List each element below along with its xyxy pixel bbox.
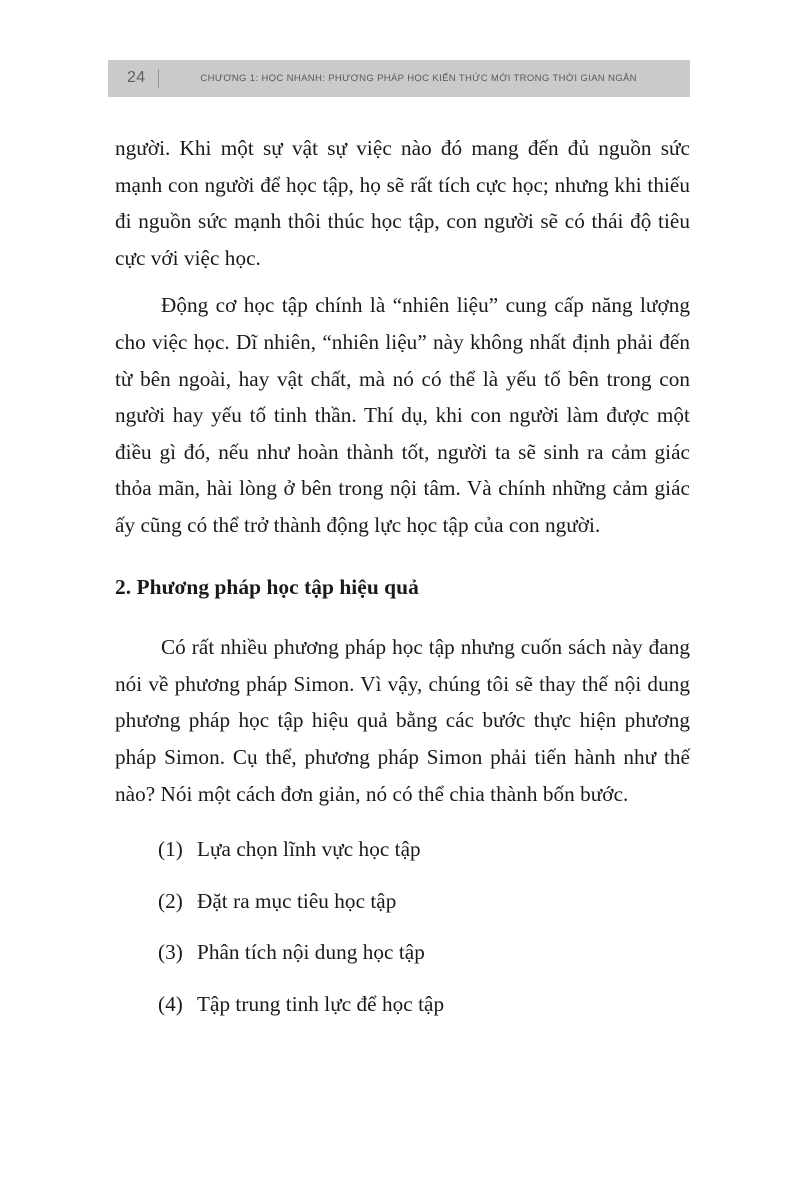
paragraph-2: Động cơ học tập chính là “nhiên liệu” cung cấp năng lượng cho việc học. Dĩ nhiên, “nhiên liệu” này không nhất định phải đến từ bên ngoài, hay vật chất, mà nó có thể là yếu tố bên trong con người hay yếu tố tinh thần. Thí dụ, khi con người làm được một điều gì đó, nếu như hoàn thành tốt, người ta sẽ sinh ra cảm giác thỏa mãn, hài lòng ở bên trong nội tâm. Và chính những cảm giác ấy cũng có thể trở thành động lực học tập của con người. (115, 293, 690, 537)
paragraph-1: người. Khi một sự vật sự việc nào đó mang đến đủ nguồn sức mạnh con người để học tập, họ sẽ rất tích cực học; nhưng khi thiếu đi nguồn sức mạnh thôi thúc học tập, con người sẽ có thái độ tiêu cực với việc học. (115, 136, 690, 270)
heading-gap-top (115, 544, 690, 569)
heading-gap-bottom (115, 605, 690, 629)
page-number: 24 (127, 69, 146, 86)
list-gap (115, 812, 690, 831)
list-item-label: Đặt ra mục tiêu học tập (197, 888, 397, 913)
list-item-label: Lựa chọn lĩnh vực học tập (197, 837, 421, 862)
list-item-label: Phân tích nội dung học tập (197, 940, 425, 965)
chapter-title: CHƯƠNG 1: HỌC NHANH: PHƯƠNG PHÁP HỌC KIẾN THỨC MỚI TRONG THỜI GIAN NGẮN (200, 72, 637, 84)
steps-list (115, 831, 690, 1022)
paragraph-3: Có rất nhiều phương pháp học tập nhưng cuốn sách này đang nói về phương pháp Simon. Vì vậy, chúng tôi sẽ thay thế nội dung phương pháp học tập hiệu quả bằng các bước thực hiện phương pháp Simon. Cụ thể, phương pháp Simon phải tiến hành như thế nào? Nói một cách đơn giản, nó có thể chia thành bốn bước. (115, 635, 690, 806)
list-item-marker: (3) (158, 940, 183, 965)
list-item-marker: (4) (158, 991, 183, 1016)
running-header (108, 60, 690, 97)
list-item (158, 831, 690, 868)
list-item-marker: (2) (158, 888, 183, 913)
list-item (158, 986, 690, 1023)
list-item-marker: (1) (158, 837, 183, 862)
section-heading: 2. Phương pháp học tập hiệu quả (115, 574, 419, 599)
list-item-label: Tập trung tinh lực để học tập (197, 991, 445, 1016)
folio-divider (158, 69, 159, 88)
page-content (115, 130, 690, 1022)
list-item (158, 934, 690, 971)
paragraph-gap (115, 276, 690, 287)
list-item (158, 883, 690, 920)
